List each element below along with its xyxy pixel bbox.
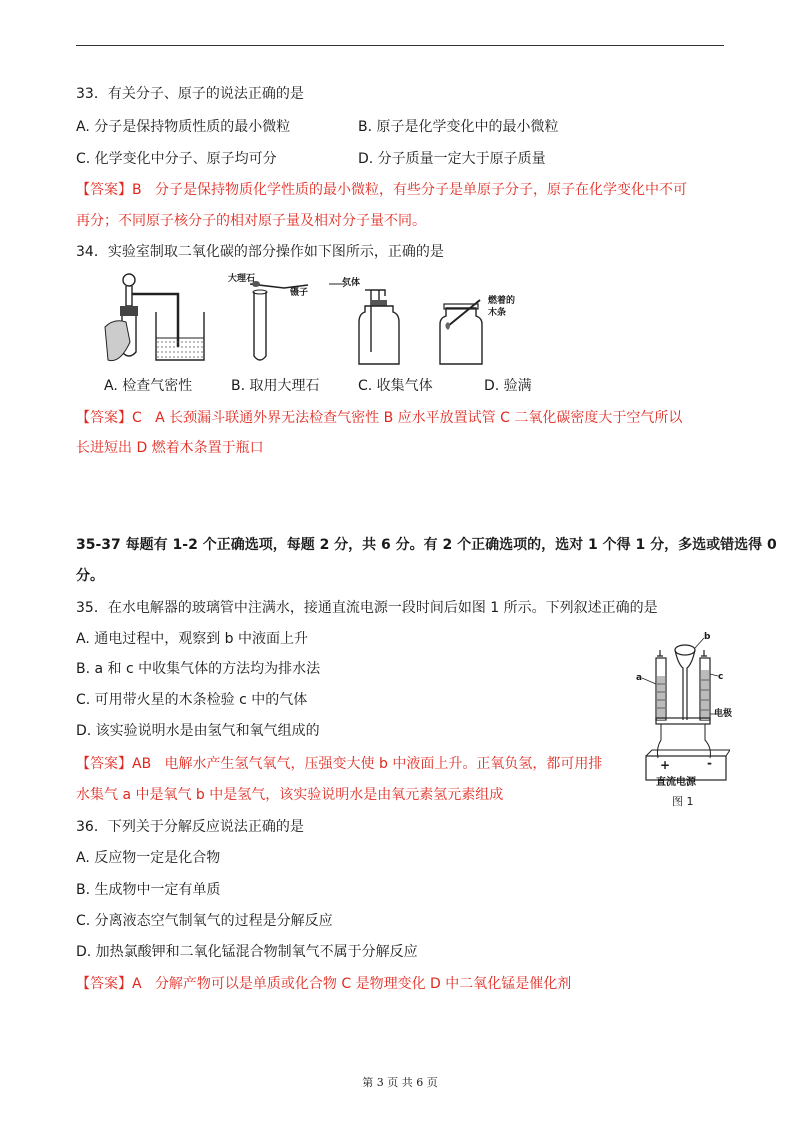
q33-answer-text1: 分子是保持物质化学性质的最小微粒，有些分子是单原子分子，原子在化学变化中不可	[154, 182, 687, 198]
section-instruction-line1: 35-37 每题有 1-2 个正确选项，每题 2 分，共 6 分。有 2 个正确选项的，选对 1 个得 1 分，多选或错选得 0	[76, 537, 777, 553]
q34-figure-d	[432, 294, 532, 368]
q34-label-burning1: 燃着的	[488, 296, 516, 306]
q35-label-a: a	[636, 673, 643, 683]
q35-label-power: 直流电源	[656, 777, 696, 788]
q33-option-d: D. 分子质量一定大于原子质量	[358, 151, 546, 167]
q36-option-d: D. 加热氯酸钾和二氧化锰混合物制氧气不属于分解反应	[76, 944, 418, 960]
q34-stem: 34．实验室制取二氧化碳的部分操作如下图所示，正确的是	[76, 244, 444, 260]
q35-answer-text1: 电解水产生氢气氧气，压强变大使 b 中液面上升。正氧负氢，都可用排	[164, 756, 603, 772]
q34-label-burning2: 木条	[488, 308, 507, 318]
q35-stem: 35．在水电解器的玻璃管中注满水，接通直流电源一段时间后如图 1 所示。下列叙述正确的是	[76, 600, 658, 616]
q35-label-minus: -	[707, 756, 712, 770]
q36-option-c: C. 分离液态空气制氧气的过程是分解反应	[76, 913, 333, 929]
q33-answer-tag: 【答案】B	[76, 182, 142, 198]
section-instruction-line2: 分。	[76, 568, 104, 584]
q36-option-b: B. 生成物中一定有单质	[76, 882, 221, 898]
q34-option-a: A. 检查气密性	[104, 378, 193, 394]
q34-answer-text1: A 长颈漏斗联通外界无法检查气密性 B 应水平放置试管 C 二氧化碳密度大于空气所以	[155, 410, 683, 426]
q34-answer-tag: 【答案】C	[76, 410, 142, 426]
q34-label-gas: 气体	[342, 278, 361, 288]
q36-answer-line1	[76, 974, 571, 994]
q35-label-c: c	[718, 672, 724, 682]
q35-option-a: A. 通电过程中，观察到 b 中液面上升	[76, 631, 309, 647]
q36-option-a: A. 反应物一定是化合物	[76, 850, 221, 866]
q33-stem: 33．有关分子、原子的说法正确的是	[76, 86, 304, 102]
q33-option-a: A. 分子是保持物质性质的最小微粒	[76, 119, 291, 135]
q35-option-d: D. 该实验说明水是由氢气和氧气组成的	[76, 723, 320, 739]
q34-figure-b	[228, 274, 328, 366]
q35-answer-line2: 水集气 a 中是氧气 b 中是氢气，该实验说明水是由氧元素氢元素组成	[76, 787, 504, 803]
q33-option-b: B. 原子是化学变化中的最小微粒	[358, 119, 559, 135]
q34-answer-line1	[76, 408, 682, 428]
q36-answer-tag: 【答案】A	[76, 976, 142, 992]
q34-figure-a	[100, 272, 210, 367]
q33-option-c: C. 化学变化中分子、原子均可分	[76, 151, 277, 167]
header-rule	[76, 45, 724, 46]
q34-figure-c	[325, 276, 405, 368]
q35-label-b: b	[704, 632, 711, 642]
q36-stem: 36．下列关于分解反应说法正确的是	[76, 819, 304, 835]
q35-answer-line1	[76, 754, 602, 774]
q34-answer-line2: 长进短出 D 燃着木条置于瓶口	[76, 440, 264, 456]
q34-option-d: D. 验满	[484, 378, 532, 394]
q34-option-c: C. 收集气体	[358, 378, 433, 394]
q35-label-electrode: 电极	[714, 709, 733, 719]
page-footer: 第 3 页 共 6 页	[362, 1076, 438, 1089]
q35-option-c: C. 可用带火星的木条检验 c 中的气体	[76, 692, 308, 708]
q35-label-plus: +	[660, 758, 671, 772]
q36-answer-text1: 分解产物可以是单质或化合物 C 是物理变化 D 中二氧化锰是催化剂	[154, 976, 572, 992]
q35-option-b: B. a 和 c 中收集气体的方法均为排水法	[76, 661, 321, 677]
q33-answer-line2: 再分；不同原子核分子的相对原子量及相对分子量不同。	[76, 213, 426, 229]
q34-option-b: B. 取用大理石	[231, 378, 320, 394]
q35-figure-caption: 图 1	[672, 795, 694, 808]
q35-answer-tag: 【答案】AB	[76, 756, 152, 772]
q33-answer-line1	[76, 180, 687, 200]
q34-label-tweezers: 镊子	[290, 288, 309, 298]
q34-label-marble: 大理石	[228, 274, 256, 284]
